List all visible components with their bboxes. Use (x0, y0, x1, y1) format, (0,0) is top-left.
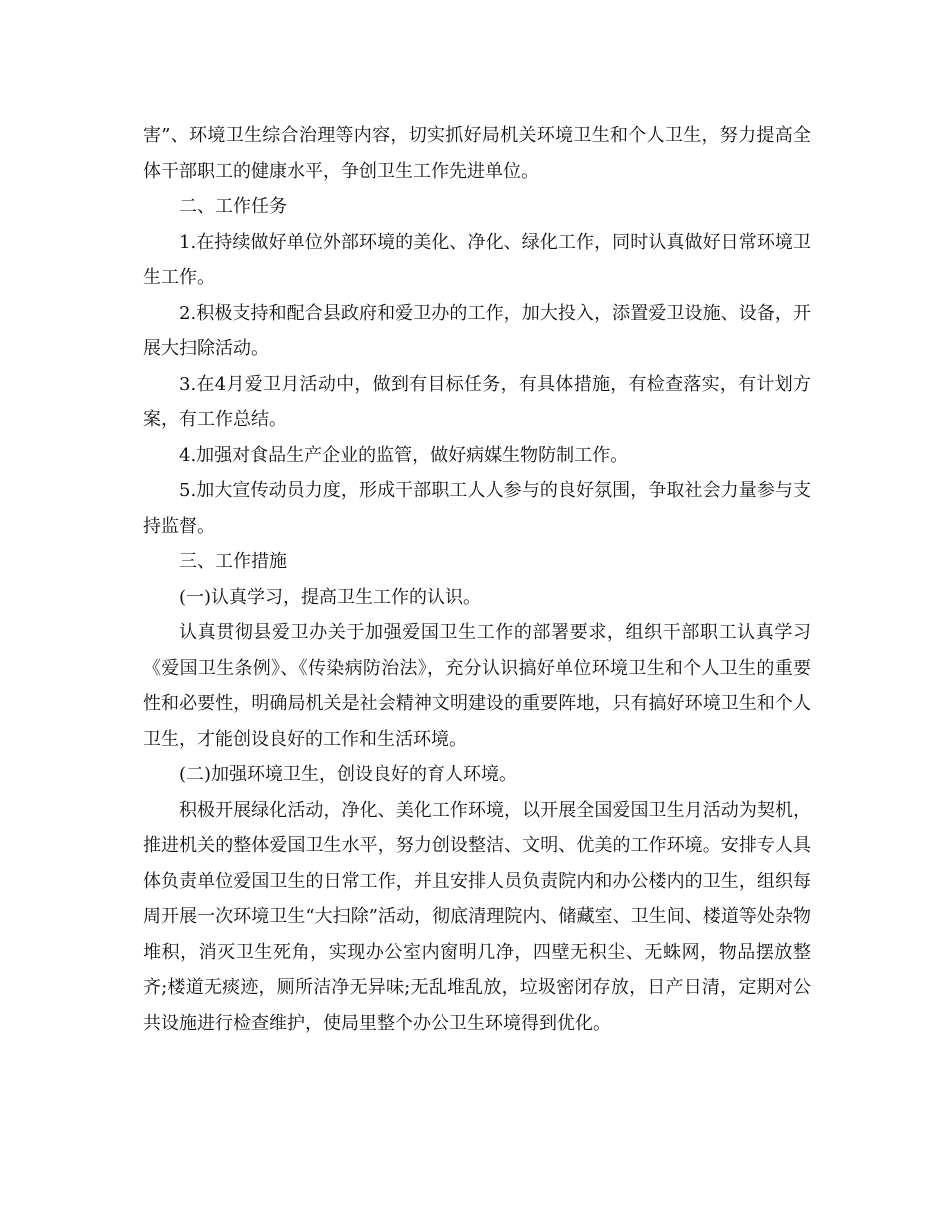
measure-paragraph-1: 认真贯彻县爱卫办关于加强爱国卫生工作的部署要求，组织干部职工认真学习《爱国卫生条例》、《传染病防治法》，充分认识搞好单位环境卫生和个人卫生的重要性和必要性，明确局机关是社会精神文明建设的重要阵地，只有搞好环境卫生和个人卫生，才能创设良好的工作和生活环境。 (143, 622, 811, 750)
task-item-3: 3.在4月爱卫月活动中，做到有目标任务，有具体措施，有检查落实，有计划方案，有工作总结。 (143, 373, 811, 430)
subsection-heading-2: (二)加强环境卫生，创设良好的育人环境。 (179, 764, 518, 785)
section-heading-tasks: 二、工作任务 (179, 196, 287, 217)
subsection-heading-1: (一)认真学习，提高卫生工作的认识。 (179, 586, 482, 608)
paragraph-continuation: 害”、环境卫生综合治理等内容，切实抓好局机关环境卫生和个人卫生，努力提高全体干部职工的健康水平，争创卫生工作先进单位。 (143, 125, 811, 182)
task-item-5: 5.加大宣传动员力度，形成干部职工人人参与的良好氛围，争取社会力量参与支持监督。 (143, 480, 811, 537)
task-item-4: 4.加强对食品生产企业的监管，做好病媒生物防制工作。 (179, 444, 629, 466)
task-item-1: 1.在持续做好单位外部环境的美化、净化、绿化工作，同时认真做好日常环境卫生工作。 (143, 231, 811, 288)
section-heading-measures: 三、工作措施 (179, 551, 287, 572)
measure-paragraph-2: 积极开展绿化活动，净化、美化工作环境，以开展全国爱国卫生月活动为契机，推进机关的整体爱国卫生水平，努力创设整洁、文明、优美的工作环境。安排专人具体负责单位爱国卫生的日常工作，并且安排人员负责院内和办公楼内的卫生，组织每周开展一次环境卫生“大扫除”活动，彻底清理院内、储藏室、卫生间、楼道等处杂物堆积，消灭卫生死角，实现办公室内窗明几净，四壁无积尘、无蛛网，物品摆放整齐;楼道无痰迹，厕所洁净无异味;无乱堆乱放，垃圾密闭存放，日产日清，定期对公共设施进行检查维护，使局里整个办公卫生环境得到优化。 (143, 799, 811, 1034)
task-item-2: 2.积极支持和配合县政府和爱卫办的工作，加大投入，添置爱卫设施、设备，开展大扫除活动。 (143, 302, 811, 359)
document-body (143, 118, 811, 1041)
